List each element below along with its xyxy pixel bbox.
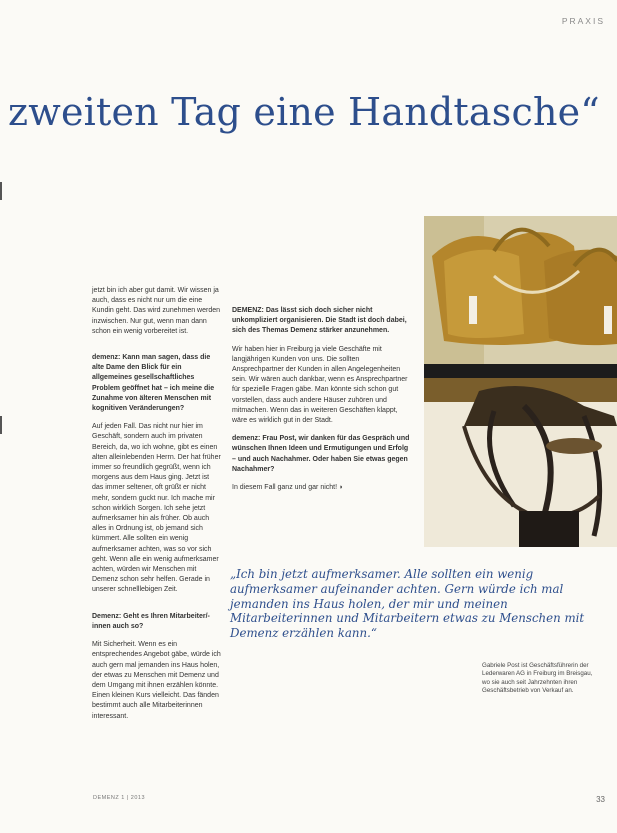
bags-on-shelf-photo bbox=[424, 216, 617, 547]
margin-mark bbox=[0, 416, 2, 434]
photo-caption: Gabriele Post ist Geschäftsführerin der Lederwaren AG in Freiburg im Breisgau, wo sie auch seit Jahrzehnten ihren Geschäftsbetrieb von Verkauf an. bbox=[482, 662, 593, 695]
body-paragraph: jetzt bin ich aber gut damit. Wir wissen ja auch, dass es nicht nur um die eine Kundin geht. Das wird zunehmen werden inzwischen. Nur gut, wenn man dann schon ein wenig vorbereitet ist. bbox=[92, 287, 221, 335]
body-paragraph: Mit Sicherheit. Wenn es ein entsprechendes Angebot gäbe, würde ich auch gern mal jemanden ins Haus holen, der etwas zu Menschen mit Demenz und dem Umgang mit ihnen erzählen könnte. Einen kleinen Kurs vielleicht. Das fänden bestimmt auch alle Mitarbeiterinnen interessant. bbox=[92, 641, 221, 720]
closing-answer: In diesem Fall ganz und gar nicht! bbox=[232, 484, 338, 492]
interview-question: DEMENZ: Das lässt sich doch sicher nicht unkompliziert organisieren. Die Stadt ist doch dabei, sich des Themas Demenz stärker anzunehmen. bbox=[232, 307, 407, 335]
pull-quote: „Ich bin jetzt aufmerksamer. Alle sollten ein wenig aufmerksamer aufeinander achten. Gern würde ich mal jemanden ins Haus holen, der mir und meinen Mitarbeiterinnen und Mitarbeitern etwas zu Menschen mit Demenz erzählen kann.“ bbox=[230, 567, 585, 641]
section-tag: PRAXIS bbox=[561, 16, 605, 26]
left-column bbox=[92, 286, 222, 730]
interview-question: Demenz: Geht es Ihren Mitarbeiter/-innen auch so? bbox=[92, 612, 210, 630]
end-mark-icon: ◗ bbox=[339, 484, 344, 492]
interview-question: demenz: Frau Post, wir danken für das Gespräch und wünschen Ihnen Ideen und Ermutigungen und Erfolg – und auch Nachahmer. Oder haben Sie etwas gegen Nachahmer? bbox=[232, 435, 410, 473]
page-number: 33 bbox=[596, 795, 605, 804]
margin-mark bbox=[0, 182, 2, 200]
body-paragraph: Auf jeden Fall. Das nicht nur hier im Geschäft, sondern auch im privaten Bereich, da, wo ich wohne, gibt es einen alten alleinlebenden Herrn. Der hat früher immer so freundlich gegrüßt, wenn ich morgens aus dem Haus ging. Jetzt ist das immer seltener, oft grüßt er nicht mehr, sondern guckt nur. Ich mache mir schon wirklich Sorgen. Ich sehe jetzt aufmerksamer hin als früher. Ob auch alles in Ordnung ist, ob jemand sich kümmert. Alle sollten ein wenig aufmerksamer achten, was so vor sich geht. Wenn alle ein wenig aufmerksamer achten, würden wir Menschen mit Demenz schon sehr helfen. Gerade in unserer schnelllebigen Zeit. bbox=[92, 423, 221, 594]
interview-question: demenz: Kann man sagen, dass die alte Dame den Blick für ein allgemeines gesellschaftliches Problem geöffnet hat – ich meine die Zunahme von älteren Menschen mit kognitiven Veränderungen? bbox=[92, 354, 215, 413]
middle-column bbox=[232, 306, 412, 501]
body-paragraph bbox=[232, 483, 412, 493]
footer-issue: DEMENZ 1 | 2013 bbox=[93, 795, 146, 801]
body-paragraph: Wir haben hier in Freiburg ja viele Geschäfte mit langjährigen Kunden von uns. Die sollten Ansprechpartner der Kunden in allen Angelegenheiten sein. Wir wären auch dankbar, wenn es Ansprechpartner für spezielle Fragen gäbe. Man könnte sich schon gut vorstellen, dass auch andere Häuser zuhören und mitmachen. Wenn das in weiteren Geschäften klappt, wäre es wirklich gut in der Stadt. bbox=[232, 345, 408, 425]
headline: zweiten Tag eine Handtasche“ bbox=[8, 90, 600, 134]
